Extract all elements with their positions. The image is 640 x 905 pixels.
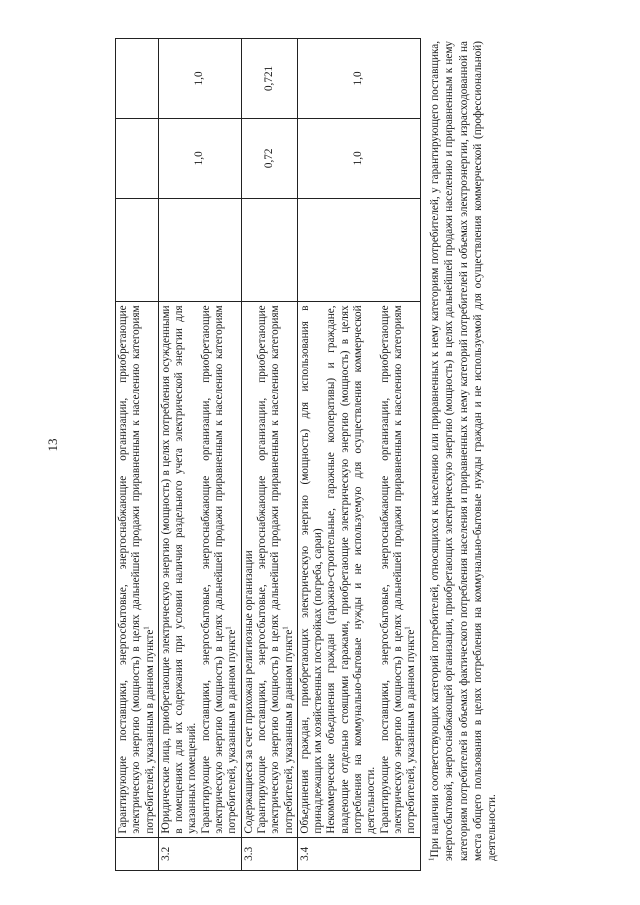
cell-value: 1,0 [158,39,241,119]
footnote-ref: 1 [141,626,150,630]
row-description [241,302,297,837]
footnote [428,41,499,861]
table-row [158,39,241,871]
category-text: Гарантирующие поставщики, энергосбытовые, энергоснабжающие организации, приобретающие электрическую энергию (мощность) в целях дальнейшей продажи приравненным к населению категориям потребителей, указанным в данном пункте [378,305,418,834]
footnote-ref: 1 [280,626,289,630]
footnote-ref: 1 [403,626,412,630]
tariff-table [115,38,421,871]
category-text: Гарантирующие поставщики, энергосбытовые, энергоснабжающие организации, приобретающие электрическую энергию (мощность) в целях дальнейшей продажи приравненным к населению категориям потребителей, указанным в данном пункте [199,305,239,834]
cell-value: 1,0 [297,39,420,119]
row-number: 3.2 [158,837,241,870]
footnote-ref: 1 [224,626,233,630]
table-row [116,39,159,871]
category-text: Объединения граждан, приобретающих электрическую энергию (мощность) для использования в принадлежащих им хозяйственных постройках (погреба, сараи) [298,305,325,834]
row-description [297,302,420,837]
rotated-page-content [45,23,535,883]
cell-value: 1,0 [297,118,420,198]
row-number [116,837,159,870]
category-text: Гарантирующие поставщики, энергосбытовые, энергоснабжающие организации, приобретающие электрическую энергию (мощность) в целях дальнейшей продажи приравненным к населению категориям потребителей, указанным в данном пункте [117,305,156,834]
category-text: Некоммерческие объединения граждан (гаражно-строительные, гаражные кооперативы) и граждане, владеющие отдельно стоящими гаражами, приобретающие электрическую энергию (мощность) в целях потребления на коммунально-бытовые нужды и не используемую для осуществления коммерческой деятельности. [325,305,378,834]
footnote-text: При наличии соответствующих категорий потребителей, относящихся к населению или приравненных к нему категориям потребителей, у гарантирующего поставщика, энергосбытовой, энергоснабжающей организации, приобретающих электрическую энергию (мощность) в целях дальнейшей продажи населению и приравненным к нему категориям потребителей в объемах фактического потребления населения и приравненных к нему категорий потребителей и объемах электроэнергии, израсходованной на места общего пользования в целях потребления на коммунально-бытовые нужды граждан и не используемой для осуществления коммерческой (профессиональной) деятельности. [429,41,499,861]
cell-empty [116,198,159,302]
category-text: Гарантирующие поставщики, энергосбытовые, энергоснабжающие организации, приобретающие электрическую энергию (мощность) в целях дальнейшей продажи приравненным к населению категориям потребителей, указанным в данном пункте [255,305,295,834]
cell-empty [158,198,241,302]
table-row [297,39,420,871]
category-text: Юридические лица, приобретающие электрическую энергию (мощность) в целях потребления осужденными в помещениях для их содержания при условии наличия раздельного учета электрической энергии для указанных помещений. [159,305,199,834]
row-number: 3.3 [241,837,297,870]
row-description [158,302,241,837]
cell-value [116,118,159,198]
cell-value: 0,721 [241,39,297,119]
category-text: Содержащиеся за счет прихожан религиозные организации [242,550,255,834]
row-description [116,302,159,837]
cell-value: 0,72 [241,118,297,198]
footnote-marker: 1 [427,857,436,861]
row-number: 3.4 [297,837,420,870]
cell-value: 1,0 [158,118,241,198]
table-row [241,39,297,871]
cell-value [116,39,159,119]
page-number: 13 [45,438,60,452]
cell-empty [297,198,420,302]
cell-empty [241,198,297,302]
